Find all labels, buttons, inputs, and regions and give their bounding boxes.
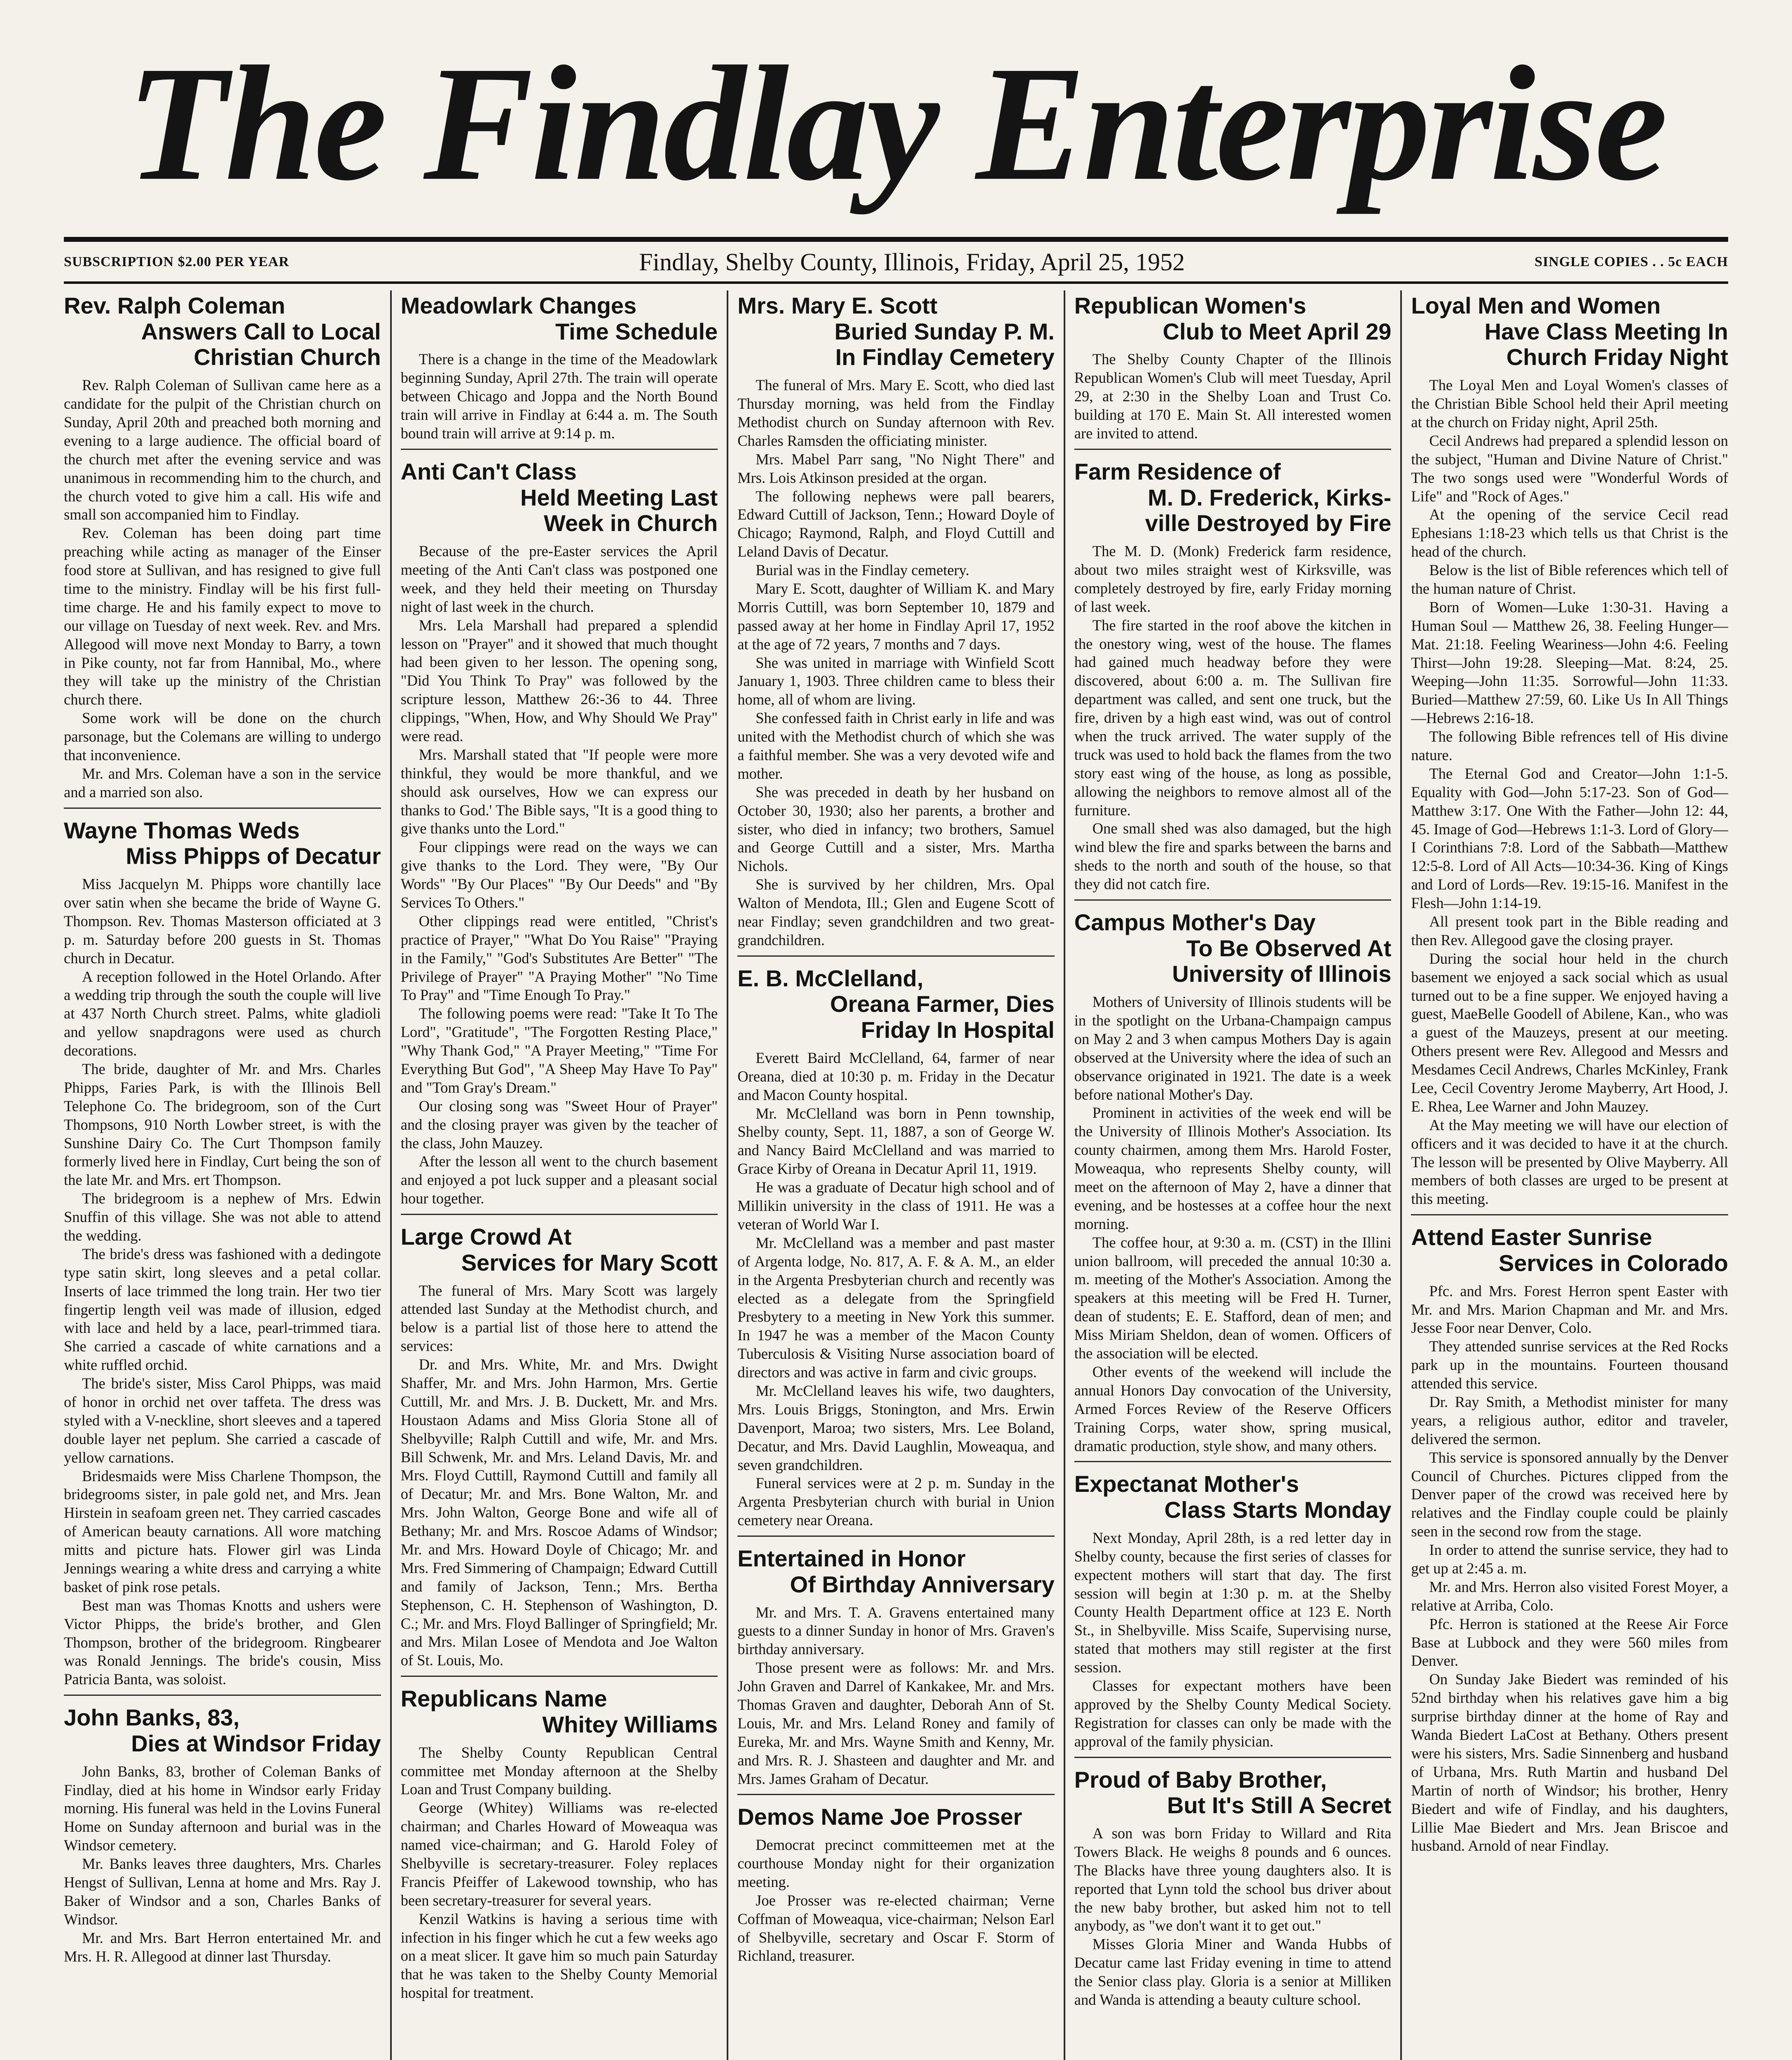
article-paragraph: During the social hour held in the church basement we enjoyed a sack social which as usual turned out to be a fine supper. We enjoyed having a guest, MaeBelle Goodell of Abilene, Kan., who was a guest of the Mauzeys, present at our meeting. Others present were Rev. Allegood and Messrs and Mesdames Cecil Andrews, Charles McKinley, Frank Lee, Cecil Coventry Jerome Mayberry, Art Hood, J. E. Rhea, Lee Warner and John Mauzey. bbox=[1411, 950, 1728, 1115]
article-paragraph: Democrat precinct committeemen met at the courthouse Monday night for their organization meeting. bbox=[737, 1836, 1055, 1890]
article-paragraph: Dr. Ray Smith, a Methodist minister for many years, a religious author, editor and traveler, delivered the sermon. bbox=[1411, 1393, 1728, 1447]
article-paragraph: Mr. and Mrs. Herron also visited Forest Moyer, a relative at Arriba, Colo. bbox=[1411, 1578, 1728, 1614]
article-paragraph: Mothers of University of Illinois students will be in the spotlight on the Urbana-Champaign campus on May 2 and 3 when campus Mothers Day is again observed at the University where the idea of such an observance originated in 1921. The date is a week before national Mother's Day. bbox=[1074, 993, 1392, 1103]
article-paragraph: Mr. and Mrs. Coleman have a son in the service and a married son also. bbox=[64, 765, 381, 801]
news-article bbox=[1411, 1224, 1728, 1861]
article-headline bbox=[737, 1546, 1055, 1597]
news-article bbox=[1074, 293, 1392, 450]
article-headline bbox=[1074, 910, 1392, 987]
news-columns bbox=[64, 290, 1728, 2060]
headline-line: Held Meeting Last bbox=[520, 484, 718, 510]
headline-line: Whitey Williams bbox=[542, 1711, 718, 1737]
article-paragraph: She confessed faith in Christ early in life and was united with the Methodist church of which she was a faithful member. She was a very devoted wife and mother. bbox=[737, 709, 1055, 782]
news-article bbox=[1411, 293, 1728, 1215]
headline-line: Republicans Name bbox=[400, 1685, 607, 1712]
article-paragraph: He was a graduate of Decatur high school and of Millikin university in the class of 1911. He was a veteran of World War I. bbox=[737, 1179, 1055, 1233]
news-article bbox=[1074, 910, 1392, 1462]
headline-line: Wayne Thomas Weds bbox=[64, 817, 300, 843]
news-article bbox=[401, 1224, 718, 1677]
article-paragraph: Those present were as follows: Mr. and Mrs. John Graven and Darrel of Kankakee, Mr. and Mrs. Thomas Graven and daughter, Deborah Ann of St. Louis, Mr. and Mrs. Leland Roney and family of Eureka, Mr. and Mrs. Wayne Smith and Kenny, Mr. and Mrs. R. J. Shasteen and daughter and Mr. and Mrs. James Graham of Decatur. bbox=[737, 1659, 1055, 1787]
headline-line: Entertained in Honor bbox=[737, 1545, 966, 1572]
headline-line: Of Birthday Anniversary bbox=[790, 1571, 1055, 1597]
article-paragraph: The bride, daughter of Mr. and Mrs. Charles Phipps, Faries Park, is with the Illinois Bell Telephone Co. The bridegroom, son of the Curt Thompsons, 910 North Lowber street, is with the Sunshine Dairy Co. The Curt Thompson family formerly lived here in Findlay, Curt being the son of the late Mr. and Mrs. ert Thompson. bbox=[64, 1060, 381, 1189]
article-paragraph: Four clippings were read on the ways we can give thanks to the Lord. They were, "By Our Words" "By Our Places" "By Our Deeds" and "By Services To Others." bbox=[400, 838, 718, 911]
article-paragraph: Below is the list of Bible references which tell of the human nature of Christ. bbox=[1411, 562, 1728, 597]
headline-line: Oreana Farmer, Dies bbox=[830, 991, 1055, 1017]
article-headline bbox=[64, 818, 381, 869]
news-column-5 bbox=[1400, 290, 1728, 2060]
article-paragraph: Pfc. Herron is stationed at the Reese Air Force Base at Lubbock and they were 560 miles from Denver. bbox=[1411, 1615, 1728, 1669]
article-paragraph: Bridesmaids were Miss Charlene Thompson, the bridegrooms sister, in pale gold net, and Mrs. Jean Hirstein in seafoam green net. They carried cascades of American beauty carnations. All wore matching mitts and picture hats. Flower girl was Linda Jennings wearing a white dress and carrying a white basket of pink rose petals. bbox=[64, 1467, 381, 1595]
article-paragraph: Funeral services were at 2 p. m. Sunday in the Argenta Presbyterian church with burial in Union cemetery near Oreana. bbox=[737, 1475, 1055, 1529]
article-paragraph: She was united in marriage with Winfield Scott January 1, 1903. Three children came to bless their home, all of whom are living. bbox=[737, 654, 1055, 708]
headline-line: Republican Women's bbox=[1074, 293, 1306, 318]
article-paragraph: A reception followed in the Hotel Orlando. After a wedding trip through the south the couple will live at 437 North Church street. Palms, white gladioli and yellow snapdragons were used as church decorations. bbox=[64, 968, 381, 1059]
article-headline bbox=[401, 293, 718, 344]
news-article bbox=[64, 1705, 381, 1971]
article-headline bbox=[401, 459, 718, 536]
headline-line: Time Schedule bbox=[555, 318, 718, 344]
news-article bbox=[1074, 1767, 1392, 2015]
article-paragraph: Mrs. Lela Marshall had prepared a splendid lesson on "Prayer" and it showed that much thought had been given to her lesson. The opening song, "Did You Think To Pray" was followed by the scripture lesson, Matthew 26:-36 to 44. Three clippings, "When, How, and Why Should We Pray" were read. bbox=[400, 616, 718, 744]
single-copy-price: SINGLE COPIES . . 5c EACH bbox=[1535, 254, 1728, 269]
article-paragraph: Prominent in activities of the week end will be the University of Illinois Mother's Association. Its county chairmen, among them Mrs. Harold Foster, Moweaqua, who represents Shelby county, will meet on the afternoon of May 2, have a dinner that evening, and be hostesses at a coffee hour the next morning. bbox=[1074, 1104, 1392, 1232]
headline-line: Loyal Men and Women bbox=[1411, 293, 1661, 318]
article-paragraph: The Eternal God and Creator—John 1:1-5. Equality with God—John 5:17-23. Son of God—Matthew 3:17. One With the Father—John 12: 44, 45. Image of God—Hebrews 1:1-3. Lord of Glory—I Corinthians 7:8. Lord of the Sabbath—Matthew 12:5-8. Lord of All Acts—10:34-36. King of Kings and Lord of Lords—Rev. 19:15-16. Manifest in the Flesh—John 1:14-19. bbox=[1411, 765, 1728, 912]
headline-line: Club to Meet April 29 bbox=[1163, 318, 1392, 344]
article-paragraph: Mary E. Scott, daughter of William K. and Mary Morris Cuttill, was born September 10, 1879 and passed away at her home in Findlay April 17, 1952 at the age of 72 years, 7 months and 7 days. bbox=[737, 580, 1055, 653]
news-article bbox=[64, 293, 381, 809]
headline-line: Dies at Windsor Friday bbox=[131, 1730, 381, 1756]
headline-line: In Findlay Cemetery bbox=[835, 344, 1055, 370]
subscription-price: SUBSCRIPTION $2.00 PER YEAR bbox=[64, 254, 290, 269]
article-headline bbox=[1074, 1471, 1392, 1523]
article-headline bbox=[64, 293, 381, 370]
headline-line: Week in Church bbox=[544, 510, 718, 536]
article-paragraph: The bride's sister, Miss Carol Phipps, was maid of honor in orchid net over taffeta. The dress was styled with a V-neckline, short sleeves and a tapered double layer net peplum. She carried a cascade of yellow carnations. bbox=[64, 1375, 381, 1466]
news-article bbox=[737, 293, 1055, 957]
article-paragraph: Everett Baird McClelland, 64, farmer of near Oreana, died at 10:30 p. m. Friday in the Decatur and Macon County hospital. bbox=[737, 1049, 1055, 1103]
article-paragraph: The coffee hour, at 9:30 a. m. (CST) in the Illini union ballroom, will preceded the annual 10:30 a. m. meeting of the Mother's Association. Among the speakers at this meeting will be Fred H. Turner, dean of students; E. E. Stafford, dean of men; and Miss Miriam Sheldon, dean of women. Officers of the association will be elected. bbox=[1074, 1234, 1392, 1362]
article-paragraph: Joe Prosser was re-elected chairman; Verne Coffman of Moweaqua, vice-chairman; Nelson Earl of Shelbyville, secretary and Oscar F. Storm of Richland, treasurer. bbox=[737, 1891, 1055, 1964]
article-headline bbox=[737, 1804, 1055, 1830]
headline-line: Anti Can't Class bbox=[400, 458, 577, 485]
headline-line: Proud of Baby Brother, bbox=[1074, 1766, 1327, 1793]
news-article bbox=[737, 1546, 1055, 1795]
headline-line: Have Class Meeting In bbox=[1484, 318, 1728, 344]
article-headline bbox=[1411, 1224, 1728, 1276]
news-article bbox=[401, 1686, 718, 2008]
article-paragraph: There is a change in the time of the Meadowlark beginning Sunday, April 27th. The train will operate between Chicago and Joppa and the North Bound train will arrive in Findlay at 6:44 a. m. The South bound train will arrive at 9:14 p. m. bbox=[400, 351, 718, 442]
article-paragraph: All present took part in the Bible reading and then Rev. Allegood gave the closing prayer. bbox=[1411, 913, 1728, 948]
article-paragraph: The M. D. (Monk) Frederick farm residence, about two miles straight west of Kirksville, was completely destroyed by fire, early Friday morning of last week. bbox=[1074, 543, 1392, 615]
article-paragraph: The following poems were read: "Take It To The Lord", "Gratitude", "The Forgotten Resting Place," "Why Thank God," "A Prayer Meeting," "Time For Everything But God", "A Sheep May Have To Pay" and "Tom Gray's Dream." bbox=[400, 1005, 718, 1096]
masthead-rule-top bbox=[64, 237, 1728, 242]
article-paragraph: Best man was Thomas Knotts and ushers were Victor Phipps, the bride's brother, and Glen Thompson, brother of the bridegroom. Ringbearer was Ronald Jennings. The bride's cousin, Miss Patricia Banta, was soloist. bbox=[64, 1596, 381, 1688]
article-paragraph: Pfc. and Mrs. Forest Herron spent Easter with Mr. and Mrs. Marion Chapman and Mr. and Mrs. Jesse Foor near Denver, Colo. bbox=[1411, 1282, 1728, 1337]
article-paragraph: Mr. McClelland was born in Penn township, Shelby county, Sept. 11, 1887, a son of George W. and Nancy Baird McClelland and was married to Grace Kirby of Oreana in Decatur April 11, 1919. bbox=[737, 1105, 1055, 1177]
article-paragraph: This service is sponsored annually by the Denver Council of Churches. Pictures clipped from the Denver paper of the crowd was received here by relatives and the Findlay couple could be plainly seen in the second row from the stage. bbox=[1411, 1449, 1728, 1540]
article-paragraph: After the lesson all went to the church basement and enjoyed a pot luck supper and a pleasant social hour together. bbox=[400, 1153, 718, 1207]
dateline: Findlay, Shelby County, Illinois, Friday, April 25, 1952 bbox=[639, 248, 1185, 276]
article-paragraph: At the May meeting we will have our election of officers and it was decided to have it at the church. The lesson will be presented by Olive Mayberry. All members of both classes are urged to be present at this meeting. bbox=[1411, 1116, 1728, 1208]
headline-line: To Be Observed At bbox=[1186, 935, 1392, 961]
article-paragraph: One small shed was also damaged, but the high wind blew the fire and sparks between the barns and sheds to the north and south of the house, so that they did not catch fire. bbox=[1074, 820, 1392, 893]
article-paragraph: Cecil Andrews had prepared a splendid lesson on the subject, "Human and Divine Nature of Christ." The two songs used were "Wonderful Words of Life" and "Rock of Ages." bbox=[1411, 432, 1728, 505]
article-headline bbox=[737, 293, 1055, 370]
news-column-4 bbox=[1064, 290, 1401, 2060]
article-headline bbox=[401, 1224, 718, 1276]
headline-line: Large Crowd At bbox=[400, 1224, 572, 1250]
article-headline bbox=[401, 1686, 718, 1737]
headline-line: Mrs. Mary E. Scott bbox=[737, 293, 938, 318]
headline-line: Services in Colorado bbox=[1498, 1250, 1728, 1276]
article-headline bbox=[1411, 293, 1728, 370]
article-paragraph: The Loyal Men and Loyal Women's classes of the Christian Bible School held their April meeting at the church on Friday night, April 25th. bbox=[1411, 377, 1728, 431]
article-paragraph: A son was born Friday to Willard and Rita Towers Black. He weighs 8 pounds and 6 ounces. The Blacks have three young daughters also. It is reported that Lynn told the school bus driver about the new baby brother, but asked him not to tell anybody, as "we don't want it to get out." bbox=[1074, 1824, 1392, 1934]
news-article bbox=[401, 293, 718, 450]
masthead-title: The Findlay Enterprise bbox=[126, 32, 1666, 215]
dateline-bar bbox=[64, 244, 1728, 280]
headline-line: Buried Sunday P. M. bbox=[834, 318, 1055, 344]
news-column-3 bbox=[727, 290, 1064, 2060]
news-column-2 bbox=[390, 290, 727, 2060]
news-column-1 bbox=[64, 290, 390, 2060]
headline-line: Church Friday Night bbox=[1506, 344, 1728, 370]
news-article bbox=[737, 1804, 1055, 1971]
article-paragraph: The following Bible refrences tell of His divine nature. bbox=[1411, 728, 1728, 763]
article-paragraph: Rev. Ralph Coleman of Sullivan came here as a candidate for the pulpit of the Christian church on Sunday, April 20th and preached both morning and evening to a large audience. The official board of the church met after the evening service and was unanimous in recommending him to the church, and the church voted to give him a call. His wife and small son accompanied him to Findlay. bbox=[64, 377, 381, 523]
article-paragraph: At the opening of the service Cecil read Ephesians 1:18-23 which tells us that Christ is the head of the church. bbox=[1411, 506, 1728, 560]
masthead bbox=[0, 25, 1792, 222]
article-paragraph: The funeral of Mrs. Mary E. Scott, who died last Thursday morning, was held from the Findlay Methodist church on Sunday afternoon with Rev. Charles Ramsden the officiating minister. bbox=[737, 377, 1055, 449]
article-paragraph: She was preceded in death by her husband on October 30, 1930; also her parents, a brother and sister, who died in infancy; two brothers, Samuel and George Cuttill and a sister, Mrs. Martha Nichols. bbox=[737, 783, 1055, 875]
article-paragraph: Dr. and Mrs. White, Mr. and Mrs. Dwight Shaffer, Mr. and Mrs. John Harmon, Mrs. Gertie Cuttill, Mr. and Mrs. J. B. Duckett, Mr. and Mrs. Houstaon Adams and Miss Gloria Stone all of Shelbyville; Ralph Cuttill and wife, Mr. and Mrs. Bill Schwenk, Mr. and Mrs. Leland Davis, Mr. and Mrs. Floyd Cuttill, Raymond Cuttill and family all of Decatur; Mr. and Mrs. Bone Walton, Mr. and Mrs. John Walton, George Bone and wife all of Bethany; Mr. and Mrs. Roscoe Adams of Windsor; Mr. and Mrs. Howard Doyle of Chicago; Mr. and Mrs. Fred Simmering of Champaign; Edward Cuttill and family of Jackson, Tenn.; Mrs. Bertha Stephenson, C. H. Stephenson of Washington, D. C.; Mr. and Mrs. Floyd Ballinger of Springfield; Mr. and Mrs. Milan Losee of Mendota and Joe Walton of St. Louis, Mo. bbox=[400, 1356, 718, 1669]
headline-line: Attend Easter Sunrise bbox=[1411, 1224, 1652, 1250]
article-paragraph: Mrs. Mabel Parr sang, "No Night There" and Mrs. Lois Atkinson presided at the organ. bbox=[737, 450, 1055, 486]
article-headline bbox=[737, 966, 1055, 1043]
article-paragraph: Misses Gloria Miner and Wanda Hubbs of Decatur came last Friday evening in time to attend the Senior class play. Gloria is a senior at Milliken and Wanda is attending a beauty culture school. bbox=[1074, 1936, 1392, 2008]
article-paragraph: In order to attend the sunrise service, they had to get up at 2:45 a. m. bbox=[1411, 1541, 1728, 1577]
article-paragraph: John Banks, 83, brother of Coleman Banks of Findlay, died at his home in Windsor early Friday morning. His funeral was held in the Lovins Funeral Home on Sunday afternoon and burial was in the Windsor cemetery. bbox=[64, 1763, 381, 1854]
article-paragraph: George (Whitey) Williams was re-elected chairman; and Charles Howard of Moweaqua was named vice-chairman; and G. Harold Foley of Shelbyville is secretary-treasurer. Foley replaces Francis Pfeiffer of Lakewood township, who has been secretary-treasurer for several years. bbox=[400, 1799, 718, 1909]
article-paragraph: Mrs. Marshall stated that "If people were more thinkful, they would be more thankful, and we should ask ourselves, How we can express our thanks to God.' The Bible says, "It is a good thing to give thanks unto the Lord." bbox=[400, 746, 718, 837]
article-paragraph: Mr. and Mrs. T. A. Gravens entertained many guests to a dinner Sunday in honor of Mrs. Graven's birthday anniversary. bbox=[737, 1604, 1055, 1658]
news-article bbox=[64, 818, 381, 1696]
article-paragraph: Kenzil Watkins is having a serious time with infection in his finger which he cut a few weeks ago on a meat slicer. It gave him so much pain Saturday that he was taken to the Shelby County Memorial hospital for treatment. bbox=[400, 1910, 718, 2001]
article-paragraph: Our closing song was "Sweet Hour of Prayer" and the closing prayer was given by the teacher of the class, John Mauzey. bbox=[400, 1097, 718, 1152]
headline-line: But It's Still A Secret bbox=[1167, 1792, 1392, 1819]
headline-line: John Banks, 83, bbox=[64, 1704, 240, 1731]
news-article bbox=[1074, 1471, 1392, 1758]
article-paragraph: The fire started in the roof above the kitchen in the onestory wing, west of the house. The flames had gained much headway before they were discovered, about 6:00 a. m. The Sullivan fire department was called, and sent one truck, but the fire, driven by a high east wind, was out of control when the truck arrived. The water supply of the truck was used to hold back the flames from the two story east wing of the house, as long as possible, allowing the neighbors to remove almost all of the furniture. bbox=[1074, 616, 1392, 819]
article-paragraph: The Shelby County Republican Central committee met Monday afternoon at the Shelby Loan and Trust Company building. bbox=[400, 1744, 718, 1798]
headline-line: Farm Residence of bbox=[1074, 458, 1281, 485]
news-article bbox=[401, 459, 718, 1215]
article-paragraph: Other clippings read were entitled, "Christ's practice of Prayer," "What Do You Raise" "Praying in the Family," "God's Substitutes Are Better" "The Privilege of Prayer" "A Praying Mother" "No Time To Pray" and "Time Enough To Pray." bbox=[400, 912, 718, 1004]
article-paragraph: Next Monday, April 28th, is a red letter day in Shelby county, because the first series of classes for expectent mothers will start that day. The first session will begin at 1:30 p. m. at the Shelby County Health Department office at 123 E. North St., in Shelbyville. Miss Scaife, Supervising nurse, stated that mothers may still register at the first session. bbox=[1074, 1529, 1392, 1676]
article-paragraph: Because of the pre-Easter services the April meeting of the Anti Can't class was postponed one week, and they held their meeting on Thursday night of last week in the church. bbox=[400, 543, 718, 615]
headline-line: Expectanat Mother's bbox=[1074, 1471, 1299, 1497]
headline-line: Answers Call to Local bbox=[141, 318, 381, 344]
article-paragraph: Some work will be done on the church parsonage, but the Colemans are willing to undergo that inconvenience. bbox=[64, 709, 381, 763]
headline-line: Services for Mary Scott bbox=[461, 1249, 718, 1276]
article-headline bbox=[64, 1705, 381, 1756]
headline-line: Class Starts Monday bbox=[1164, 1497, 1392, 1523]
headline-line: Demos Name Joe Prosser bbox=[737, 1804, 1022, 1830]
headline-line: Friday In Hospital bbox=[861, 1017, 1055, 1043]
article-paragraph: The Shelby County Chapter of the Illinois Republican Women's Club will meet Tuesday, April 29, at 2:30 in the Shelby Loan and Trust Co. building at 170 E. Main St. All interested women are invited to attend. bbox=[1074, 351, 1392, 442]
article-headline bbox=[1074, 1767, 1392, 1819]
masthead-rule-bottom bbox=[64, 281, 1728, 284]
article-paragraph: Mr. and Mrs. Bart Herron entertained Mr. and Mrs. H. R. Allegood at dinner last Thursday. bbox=[64, 1929, 381, 1965]
headline-line: E. B. McClelland, bbox=[737, 965, 924, 991]
headline-line: Christian Church bbox=[194, 344, 381, 370]
article-paragraph: The bride's dress was fashioned with a dedingote type satin skirt, long sleeves and a petal collar. Inserts of lace trimmed the long train. Her two tier fingertip length veil was made of illusion, edged with lace and held by a lace, pearl-trimmed tiara. She carried a cascade of white carnations and a white ruffled orchid. bbox=[64, 1245, 381, 1374]
article-paragraph: The funeral of Mrs. Mary Scott was largely attended last Sunday at the Methodist church, and below is a partial list of those here to attend the services: bbox=[400, 1282, 718, 1355]
article-paragraph: Rev. Coleman has been doing part time preaching while acting as manager of the Einser food store at Sullivan, and has resigned to give full time to the ministry. Findlay will be his first full-time charge. He and his family expect to move to our village on Tuesday of next week. Rev. and Mrs. Allegood will move next Monday to Barry, a town in Pike county, not far from Hannibal, Mo., where they will take up the ministry of the Christian church there. bbox=[64, 524, 381, 708]
headline-line: Meadowlark Changes bbox=[400, 293, 637, 318]
article-paragraph: The bridegroom is a nephew of Mrs. Edwin Snuffin of this village. She was not able to attend the wedding. bbox=[64, 1190, 381, 1244]
headline-line: Miss Phipps of Decatur bbox=[126, 843, 381, 869]
headline-line: Rev. Ralph Coleman bbox=[64, 293, 285, 318]
article-paragraph: Mr. Banks leaves three daughters, Mrs. Charles Hengst of Sullivan, Lenna at home and Mrs. Ray J. Baker of Windsor and a son, Charles Banks of Windsor. bbox=[64, 1855, 381, 1928]
headline-line: ville Destroyed by Fire bbox=[1145, 510, 1392, 536]
article-paragraph: On Sunday Jake Biedert was reminded of his 52nd birthday when his relatives gave him a big surprise birthday dinner at the home of Ray and Wanda Biedert LaCost at Bethany. Others present were his sisters, Mrs. Sadie Sinnenberg and husband of Urbana, Mrs. Ruth Martin and husband Del Martin of north of Windsor; his brother, Henry Biedert and wife of Findlay, and his daughters, Lillie Mae Biedert and Mrs. Jean Briscoe and husband. Arnold of near Findlay. bbox=[1411, 1671, 1728, 1854]
article-headline bbox=[1074, 459, 1392, 536]
headline-line: Campus Mother's Day bbox=[1074, 909, 1316, 935]
news-article bbox=[737, 966, 1055, 1537]
article-paragraph: Mr. McClelland leaves his wife, two daughters, Mrs. Louis Briggs, Stonington, and Mrs. Erwin Davenport, Maroa; two sisters, Mrs. Lee Boland, Decatur, and Mrs. David Laughlin, Moweaqua, and seven grandchildren. bbox=[737, 1382, 1055, 1473]
article-paragraph: Burial was in the Findlay cemetery. bbox=[756, 562, 969, 579]
news-article bbox=[1074, 459, 1392, 901]
article-paragraph: Mr. McClelland was a member and past master of Argenta lodge, No. 817, A. F. & A. M., an elder in the Argenta Presbyterian church and recently was elected as a delegate from the Springfield Presbytery to a meeting in New York this summer. In 1947 he was a member of the Macon County Tuberculosis & Visiting Nurse association board of directors and was active in farm and civic groups. bbox=[737, 1234, 1055, 1381]
headline-line: M. D. Frederick, Kirks- bbox=[1148, 484, 1392, 510]
article-paragraph: Miss Jacquelyn M. Phipps wore chantilly lace over satin when she became the bride of Wayne G. Thompson. Rev. Thomas Masterson officiated at 3 p. m. Saturday before 200 guests in St. Thomas church in Decatur. bbox=[64, 876, 381, 967]
article-paragraph: Classes for expectant mothers have been approved by the Shelby County Medical Society. Registration for classes can only be made with the approval of the family physician. bbox=[1074, 1677, 1392, 1750]
article-headline bbox=[1074, 293, 1392, 344]
article-paragraph: She is survived by her children, Mrs. Opal Walton of Mendota, Ill.; Glen and Eugene Scott of near Findlay; seven grandchildren and two great-grandchildren. bbox=[737, 876, 1055, 948]
headline-line: University of Illinois bbox=[1172, 961, 1392, 987]
article-paragraph: They attended sunrise services at the Red Rocks park up in the mountains. Fourteen thousand attended this service. bbox=[1411, 1338, 1728, 1392]
article-paragraph: Born of Women—Luke 1:30-31. Having a Human Soul — Matthew 26, 38. Feeling Hunger—Mat. 21:18. Feeling Weariness—John 4:6. Feeling Thirst—John 19:28. Sleeping—Mat. 8:24, 25. Weeping—John 11:35. Sorrowful—John 11:33. Buried—Matthew 27:59, 60. Like Us In All Things—Hebrews 2:16-18. bbox=[1411, 598, 1728, 727]
article-paragraph: Other events of the weekend will include the annual Honors Day convocation of the University, Armed Forces Review of the Reserve Officers Training Corps, water show, spring musical, dramatic production, style show, and many others. bbox=[1074, 1363, 1392, 1454]
article-paragraph: The following nephews were pall bearers, Edward Cuttill of Jackson, Tenn.; Howard Doyle of Chicago; Raymond, Ralph, and Floyd Cuttill and Leland Davis of Decatur. bbox=[737, 487, 1055, 560]
